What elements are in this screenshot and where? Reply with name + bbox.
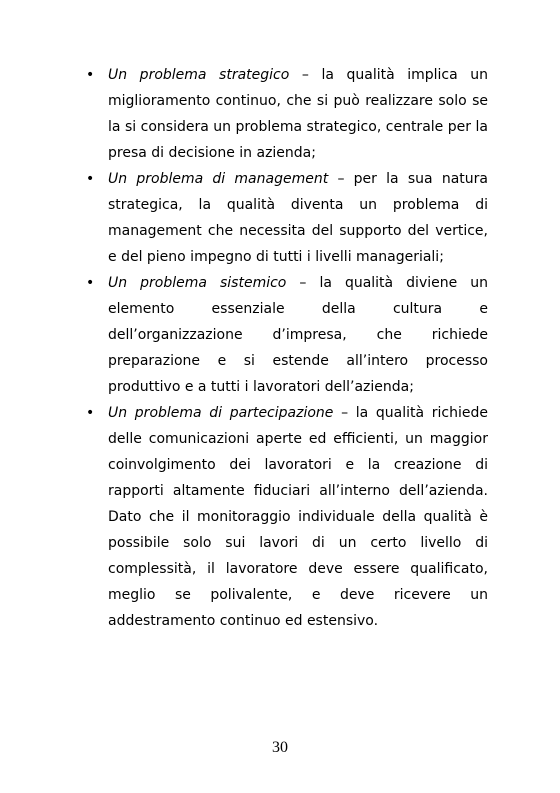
item-term: Un problema di partecipazione <box>108 405 334 421</box>
list-item <box>83 270 488 400</box>
item-term: Un problema strategico <box>108 67 290 83</box>
bullet-list <box>83 62 488 634</box>
list-item <box>83 166 488 270</box>
item-term: Un problema sistemico <box>108 275 287 291</box>
list-item <box>83 400 488 634</box>
item-term: Un problema di management <box>108 171 329 187</box>
item-text: – la qualità richiede delle comunicazioni aperte ed efficienti, un maggior coinvolgimento dei lavoratori e la creazione di rapporti altamente fiduciari all’interno dell’azienda. Dato che il monitoraggio individuale della qualità è possibile solo sui lavori di un certo livello di complessità, il lavoratore deve essere qualificato, meglio se polivalente, e deve ricevere un addestramento continuo ed estensivo. <box>108 405 488 629</box>
bullet-icon: • <box>86 275 95 291</box>
bullet-icon: • <box>86 171 95 187</box>
bullet-icon: • <box>86 405 95 421</box>
item-text: – la qualità diviene un elemento essenziale della cultura e dell’organizzazione d’impresa, che richiede preparazione e si estende all’intero processo produttivo e a tutti i lavoratori dell’azienda; <box>108 275 488 395</box>
list-item <box>83 62 488 166</box>
item-text: – la qualità implica un miglioramento continuo, che si può realizzare solo se la si considera un problema strategico, centrale per la presa di decisione in azienda; <box>108 67 488 161</box>
page-number: 30 <box>272 739 288 756</box>
bullet-icon: • <box>86 67 95 83</box>
item-text: – per la sua natura strategica, la qualità diventa un problema di management che necessita del supporto del vertice, e del pieno impegno di tutti i livelli manageriali; <box>108 171 488 265</box>
